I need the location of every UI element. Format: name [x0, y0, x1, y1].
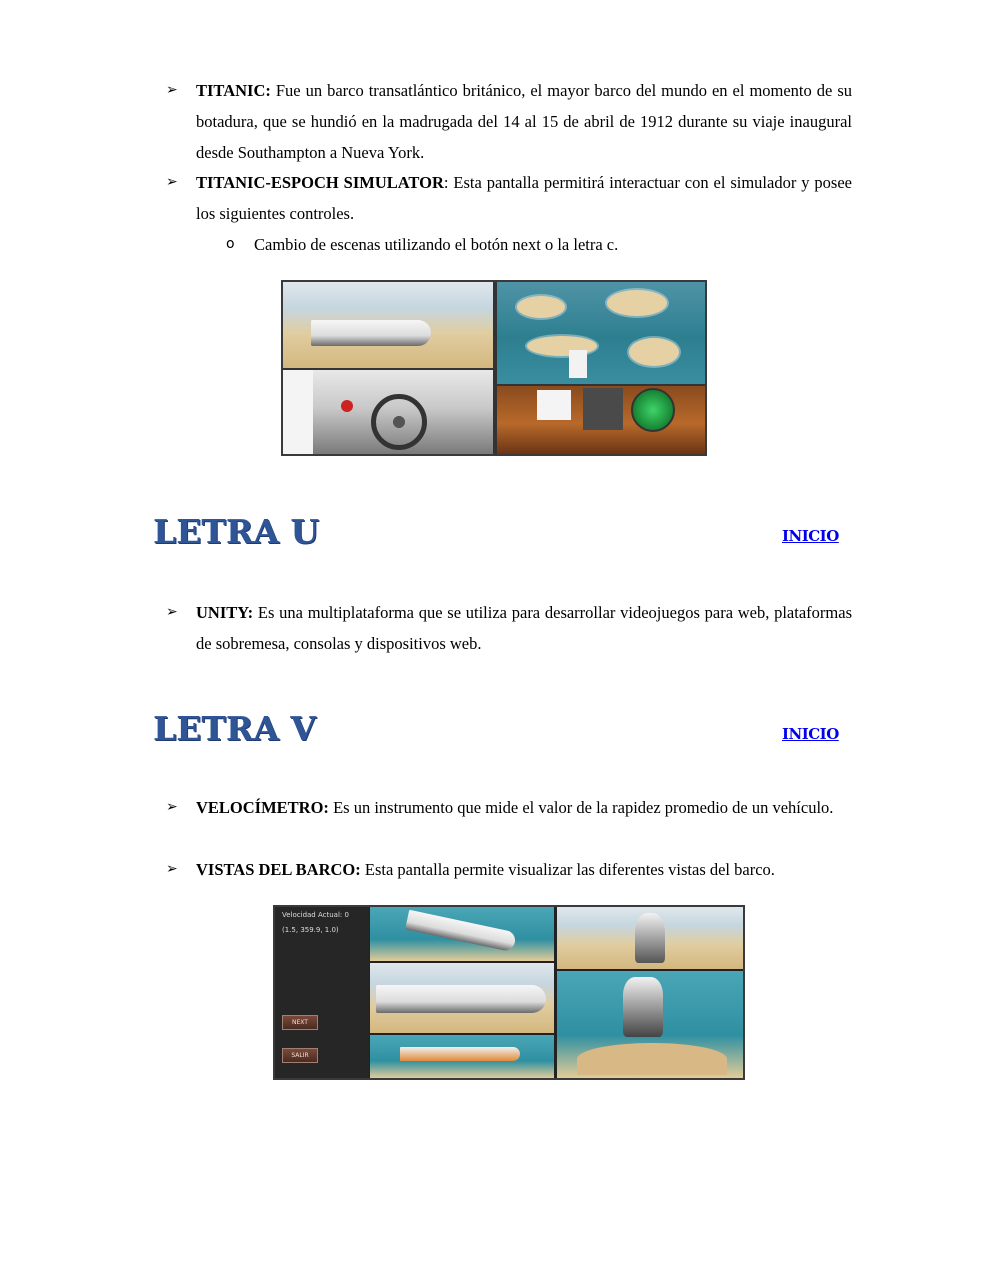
- ship-marker: [569, 350, 587, 378]
- term-simulator: TITANIC-ESPOCH SIMULATOR: [196, 173, 444, 192]
- bullet-velocimetro: ➢: [166, 799, 178, 815]
- bow-view-panel: [557, 907, 743, 969]
- bullet-simulator: ➢: [166, 174, 178, 190]
- stern-view-panel: [557, 971, 743, 1078]
- text-titanic: Fue un barco transatlántico británico, el mayor barco del mundo en el momento de su botadura, que se hundió en la madrugada del 14 al 15 de abril de 1912 durante su viaje inaugural desde Southampton a Nueva York.: [196, 81, 852, 162]
- aerial-view-panel: [370, 1035, 554, 1078]
- term-titanic: TITANIC:: [196, 81, 271, 100]
- inicio-link-u[interactable]: INICIO: [782, 527, 839, 545]
- ship-image: [376, 985, 546, 1013]
- red-button-icon: [341, 400, 353, 412]
- top-view-panel: [370, 907, 554, 961]
- text-velocimetro: Es un instrumento que mide el valor de la rapidez promedio de un vehículo.: [328, 798, 834, 817]
- definition-unity: [196, 597, 852, 659]
- bullet-unity: ➢: [166, 604, 178, 620]
- exit-button[interactable]: SALIR: [282, 1048, 318, 1063]
- definition-simulator: [196, 167, 852, 229]
- radar-icon: [631, 388, 675, 432]
- ship-image: [400, 1047, 520, 1061]
- simulator-screenshot: [281, 280, 707, 456]
- sub-bullet: o: [226, 236, 235, 252]
- island-shape: [607, 290, 667, 316]
- coords-readout: (1.5, 359.9, 1.0): [282, 926, 339, 934]
- island-shape: [629, 338, 679, 366]
- ship-image: [405, 910, 517, 952]
- compass-rose-icon: [537, 390, 571, 420]
- sub-item-scene-change: Cambio de escenas utilizando el botón next o la letra c.: [254, 235, 619, 254]
- heading-letra-u: LETRA U: [153, 512, 320, 551]
- definition-vistas: [196, 854, 852, 885]
- ship-image: [623, 977, 663, 1037]
- term-velocimetro: VELOCÍMETRO:: [196, 798, 329, 817]
- island-shape: [517, 296, 565, 318]
- term-vistas: VISTAS DEL BARCO:: [196, 860, 361, 879]
- keypad-icon: [583, 388, 623, 430]
- hud-sidebar: [275, 907, 369, 1078]
- text-vistas: Esta pantalla permite visualizar las diferentes vistas del barco.: [360, 860, 775, 879]
- text-unity: Es una multiplataforma que se utiliza para desarrollar videojuegos para web, plataformas de sobremesa, consolas y dispositivos web.: [196, 603, 852, 653]
- ship-wheel-icon: [371, 394, 427, 450]
- heading-letra-v: LETRA V: [153, 709, 317, 748]
- next-button[interactable]: NEXT: [282, 1015, 318, 1030]
- side-view-panel: [370, 963, 554, 1033]
- speed-readout: Velocidad Actual: 0: [282, 911, 349, 919]
- inicio-link-v[interactable]: INICIO: [782, 725, 839, 743]
- ship-views-screenshot: [273, 905, 745, 1080]
- ship-view-panel: [283, 282, 493, 368]
- term-unity: UNITY:: [196, 603, 254, 622]
- bullet-titanic: ➢: [166, 82, 178, 98]
- cockpit-panel: [283, 370, 493, 454]
- definition-velocimetro: [196, 792, 852, 823]
- navigation-console-panel: [497, 386, 705, 454]
- ship-image: [635, 913, 665, 963]
- map-view-panel: [497, 282, 705, 384]
- definition-titanic: [196, 75, 852, 168]
- bullet-vistas: ➢: [166, 861, 178, 877]
- deck-shape: [577, 1043, 727, 1075]
- window-frame: [283, 370, 313, 454]
- ship-image: [311, 320, 431, 346]
- text-simulator: : Esta pantalla permitirá interactuar con el simulador y posee los siguientes controles.: [196, 173, 852, 223]
